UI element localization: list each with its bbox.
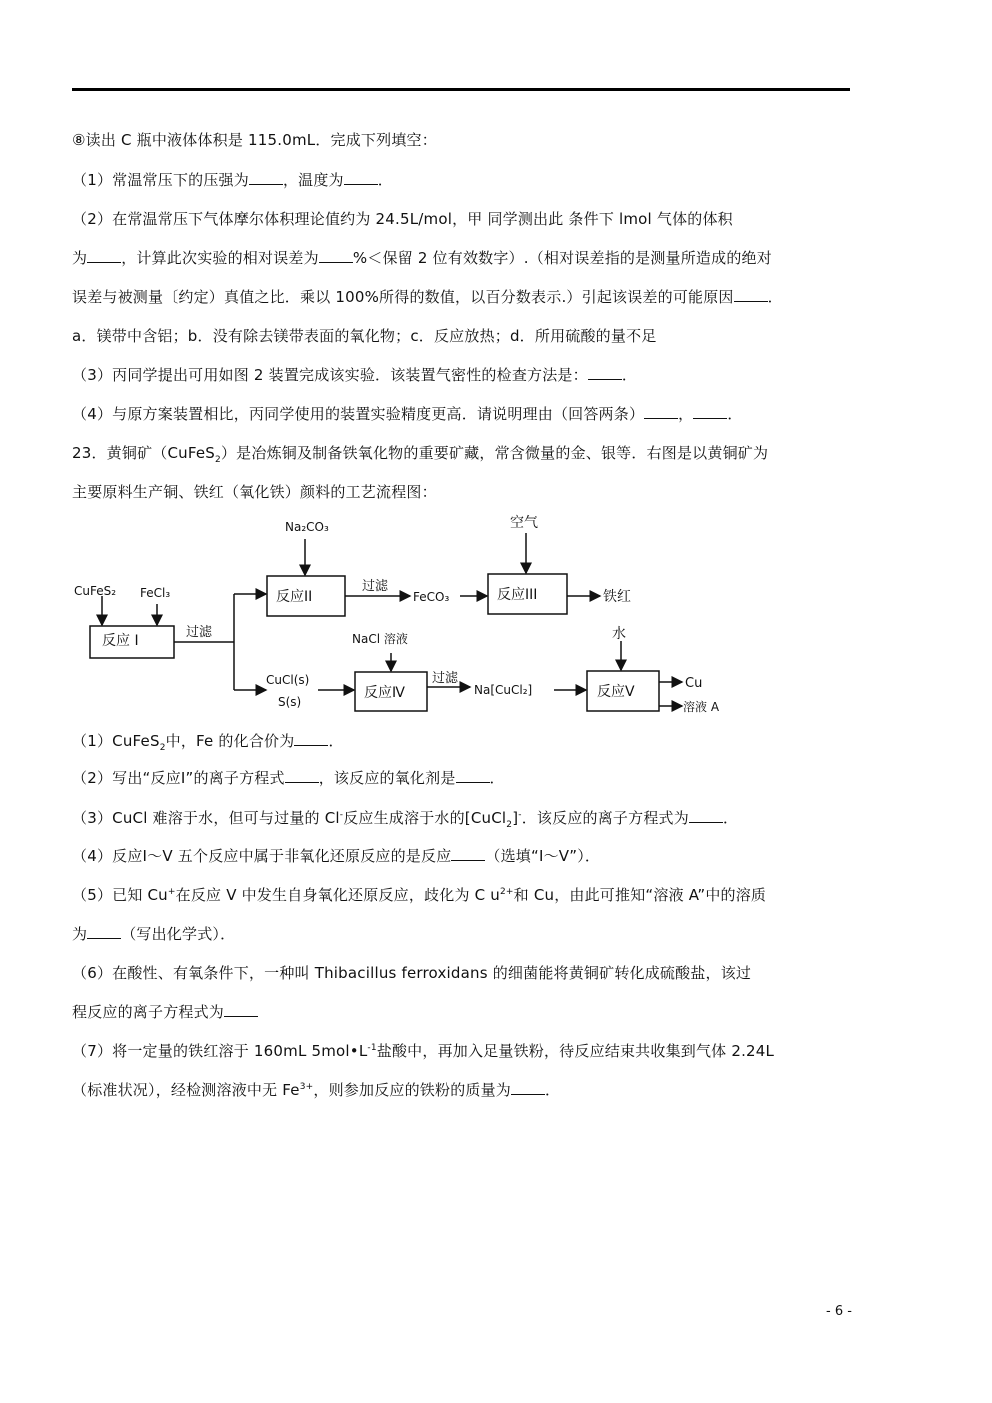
- question-line: （1）CuFeS$_2$中，Fe 的化合价为 ．: [72, 732, 344, 753]
- answer-blank: [285, 768, 319, 783]
- question-line: （4）与原方案装置相比，丙同学使用的装置实验精度更高．请说明理由（回答两条） ， ．: [72, 405, 743, 423]
- question-line: 误差与被测量〔约定）真值之比．乘以 100%所得的数值，以百分数表示.）引起该误差的可能原因 ．: [72, 288, 783, 306]
- answer-blank: [511, 1080, 545, 1095]
- question-line: （6）在酸性、有氧条件下，一种叫 Thibacillus ferroxidans 的细菌能将黄铜矿转化成硫酸盐，该过: [72, 964, 752, 982]
- na2co3-label: Na₂CO₃: [285, 520, 329, 534]
- answer-blank: [249, 170, 283, 185]
- question-line: （2）写出“反应Ⅰ”的离子方程式 ，该反应的氧化剂是 ．: [72, 769, 505, 787]
- reaction-1-label: 反应 I: [102, 633, 139, 649]
- answer-blank: [224, 1002, 258, 1017]
- filter-label: 过滤: [186, 625, 213, 640]
- question-line: 为 （写出化学式）．: [72, 925, 236, 943]
- feco3-label: FeCO₃: [413, 590, 450, 604]
- water-label: 水: [612, 626, 626, 642]
- header-rule: [72, 88, 850, 91]
- solution-a-label: 溶液 A: [683, 700, 720, 714]
- question-line: （3）CuCl 难溶于水，但可与过量的 Cl-反应生成溶于水的[CuCl$_2$]-．该反应的离子方程式为 ．: [72, 809, 739, 830]
- reaction-3-label: 反应III: [497, 587, 538, 603]
- cufes2-label: CuFeS₂: [74, 584, 117, 598]
- answer-blank: [644, 404, 678, 419]
- fecl3-label: FeCl₃: [140, 586, 171, 600]
- answer-blank: [319, 248, 353, 263]
- question-23-title: 23．黄铜矿（CuFeS$_2$）是冶炼铜及制备铁氧化物的重要矿藏，常含微量的金、银等．右图是以黄铜矿为: [72, 444, 769, 465]
- answer-blank: [734, 287, 768, 302]
- filter-label: 过滤: [432, 671, 459, 686]
- answer-blank: [588, 365, 622, 380]
- reaction-4-label: 反应Ⅳ: [364, 685, 405, 701]
- nacucl2-label: Na[CuCl₂]: [474, 683, 533, 697]
- question-line: （4）反应Ⅰ～V 五个反应中属于非氧化还原反应的是反应 （选填“Ⅰ～V”）．: [72, 847, 601, 865]
- answer-blank: [451, 846, 485, 861]
- question-line: （2）在常温常压下气体摩尔体积理论值约为 24.5L/mol，甲 同学测出此 条件下 lmol 气体的体积: [72, 210, 733, 228]
- question-line: （1）常温常压下的压强为 ，温度为 ．: [72, 171, 393, 189]
- process-flow-diagram: [60, 505, 780, 723]
- answer-blank: [87, 248, 121, 263]
- answer-blank: [294, 731, 328, 746]
- answer-blank: [689, 808, 723, 823]
- cucl-label: CuCl(s): [266, 673, 310, 687]
- options-line: a．镁带中含铝；b．没有除去镁带表面的氧化物；c．反应放热；d．所用硫酸的量不足: [72, 327, 657, 345]
- reaction-5-label: 反应Ⅴ: [597, 684, 635, 700]
- question-line: （5）已知 Cu+在反应 V 中发生自身氧化还原反应，歧化为 C $u^{2+}$和 Cu，由此可推知“溶液 A”中的溶质: [72, 886, 767, 904]
- question-line: 程反应的离子方程式为: [72, 1002, 862, 1022]
- question-line: 为 ，计算此次实验的相对误差为 %＜保留 2 位有效数字）.（相对误差指的是测量所造成的绝对: [72, 249, 772, 267]
- cu-label: Cu: [685, 676, 703, 691]
- text-line: 主要原料生产铜、铁红（氧化铁）颜料的工艺流程图：: [72, 483, 437, 501]
- iron-red-label: 铁红: [603, 589, 631, 605]
- question-line: （3）丙同学提出可用如图 2 装置完成该实验．该装置气密性的检查方法是： ．: [72, 366, 638, 384]
- page-number: - 6 -: [826, 1304, 852, 1319]
- text-line: ⑧读出 C 瓶中液体体积是 115.0mL．完成下列填空：: [72, 131, 437, 149]
- answer-blank: [344, 170, 378, 185]
- question-line: （7）将一定量的铁红溶于 160mL $5mol•L^{-1}$盐酸中，再加入足量铁粉，待反应结束共收集到气体 2.24L: [72, 1042, 775, 1060]
- filter-label: 过滤: [362, 579, 389, 594]
- nacl-solution-label: NaCl 溶液: [352, 632, 408, 646]
- answer-blank: [456, 768, 490, 783]
- answer-blank: [87, 924, 121, 939]
- question-line: （标准状况），经检测溶液中无 $Fe^{3+}$，则参加反应的铁粉的质量为 ．: [72, 1081, 561, 1099]
- sulfur-label: S(s): [278, 695, 302, 709]
- reaction-2-label: 反应II: [276, 589, 313, 605]
- air-label: 空气: [510, 515, 538, 531]
- answer-blank: [693, 404, 727, 419]
